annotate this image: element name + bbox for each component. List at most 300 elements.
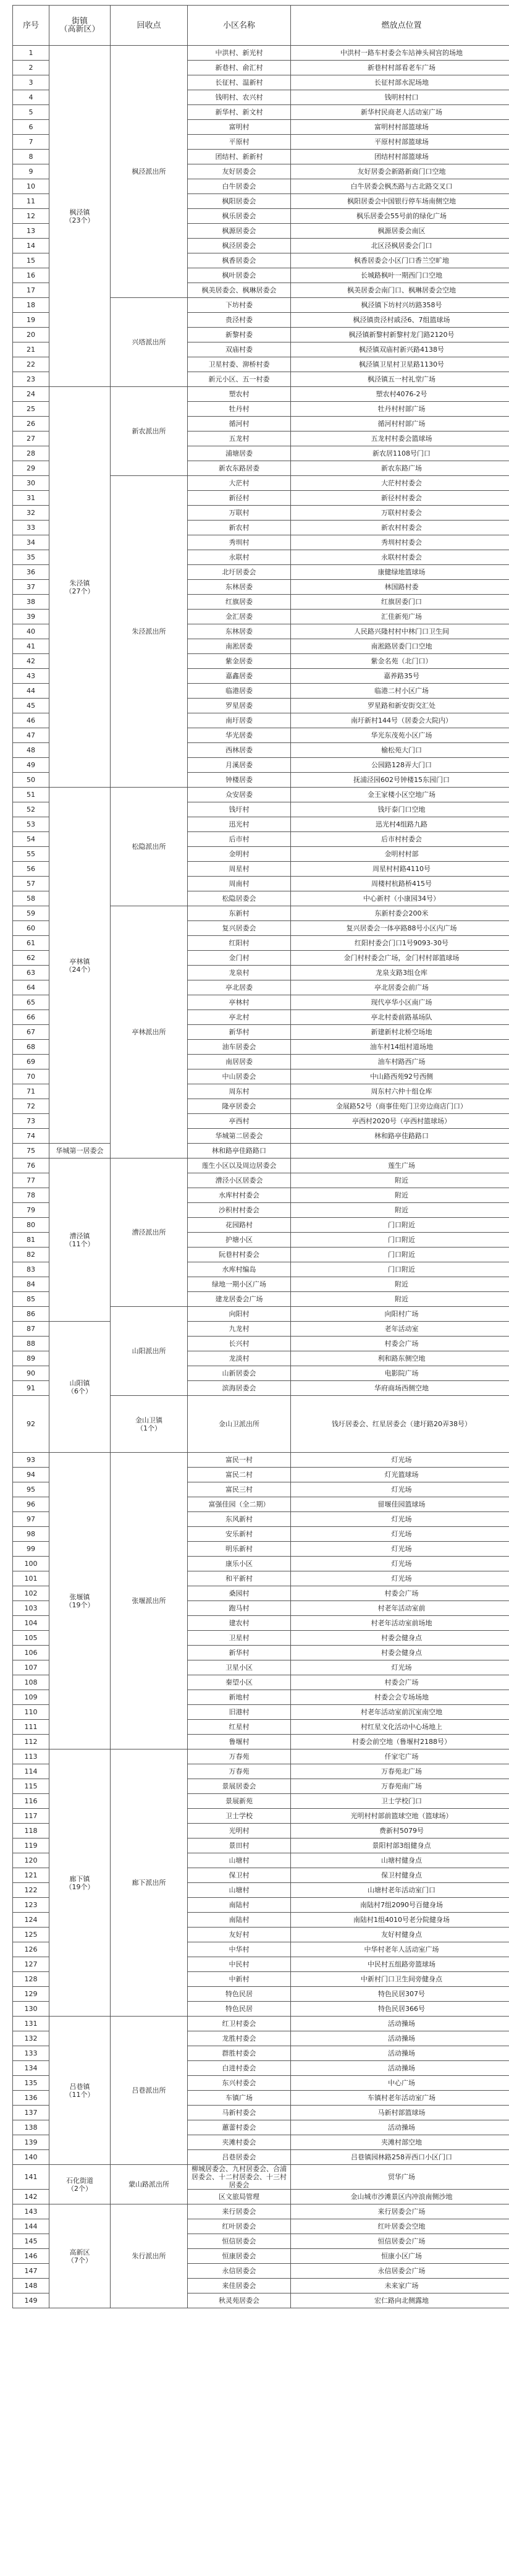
row-index: 38 — [13, 595, 49, 610]
fireworks-location-cell: 门口附近 — [291, 1248, 509, 1262]
fireworks-location-cell: 红阳村委会门口1号9093-30号 — [291, 936, 509, 951]
table-row — [13, 1749, 509, 1764]
row-index: 96 — [13, 1497, 49, 1512]
row-index: 62 — [13, 951, 49, 966]
fireworks-location-cell: 金山城市沙滩景区内冲浪南侧沙地 — [291, 2190, 509, 2204]
fireworks-location-cell: 山塘村老年活动室门口 — [291, 1883, 509, 1898]
row-index: 131 — [13, 2017, 49, 2031]
community-name-cell: 红卫村委会 — [188, 2017, 291, 2031]
fireworks-location-cell: 嘉养路35号 — [291, 669, 509, 684]
community-name-cell: 红阳村 — [188, 936, 291, 951]
row-index: 118 — [13, 1824, 49, 1838]
community-name-cell: 红星村 — [188, 1720, 291, 1735]
community-name-cell: 迅光村 — [188, 817, 291, 832]
fireworks-location-cell: 留堰佳园篮球场 — [291, 1497, 509, 1512]
row-index: 142 — [13, 2190, 49, 2204]
row-index: 123 — [13, 1898, 49, 1913]
fireworks-location-cell: 门口附近 — [291, 1218, 509, 1233]
fireworks-location-cell: 灯光场 — [291, 1453, 509, 1468]
row-index: 125 — [13, 1928, 49, 1942]
row-index: 30 — [13, 476, 49, 491]
row-index: 21 — [13, 342, 49, 357]
header-station: 回收点 — [111, 6, 188, 46]
community-name-cell: 景展新苑 — [188, 1794, 291, 1809]
community-name-cell: 华城第一居委会 — [49, 1144, 111, 1158]
community-name-cell: 东新村 — [188, 906, 291, 921]
fireworks-location-cell: 活动操场 — [291, 2031, 509, 2046]
row-index: 94 — [13, 1468, 49, 1482]
community-name-cell: 中民村 — [188, 1957, 291, 1972]
community-name-cell: 富民三村 — [188, 1482, 291, 1497]
row-index: 73 — [13, 1114, 49, 1129]
fireworks-location-cell: 林和路亭佳路路口 — [291, 1129, 509, 1144]
town-cell: 漕泾镇 （11个） — [49, 1158, 111, 1322]
fireworks-location-cell: 抚浦泾园602号钟楼15东园门口 — [291, 773, 509, 788]
fireworks-location-cell: 罗星路和新安街交汇处 — [291, 699, 509, 713]
fireworks-location-cell: 油车村路西广场 — [291, 1055, 509, 1069]
row-index: 74 — [13, 1129, 49, 1144]
community-name-cell: 钱明村、农兴村 — [188, 90, 291, 105]
fireworks-location-cell: 新农居1108号门口 — [291, 446, 509, 461]
fireworks-location-cell: 枫美居委会南门口、枫琳居委会空地 — [291, 283, 509, 298]
community-name-cell: 枫美居委会、枫琳居委会 — [188, 283, 291, 298]
town-cell: 高新区 （7个） — [49, 2204, 111, 2308]
community-name-cell: 亭林村 — [188, 995, 291, 1010]
row-index: 88 — [13, 1337, 49, 1351]
row-index: 75 — [13, 1144, 49, 1158]
header-town — [49, 6, 111, 46]
header-community: 小区名称 — [188, 6, 291, 46]
town-cell: 枫泾镇 （23个） — [49, 46, 111, 387]
community-name-cell: 枫泾居委会 — [188, 239, 291, 253]
community-name-cell: 秦望小区 — [188, 1675, 291, 1690]
row-index: 37 — [13, 580, 49, 595]
station-cell: 漕泾派出所 — [111, 1158, 188, 1307]
fireworks-location-cell: 灯光场 — [291, 1557, 509, 1571]
fireworks-location-cell: 灯光篮球场 — [291, 1468, 509, 1482]
row-index: 93 — [13, 1453, 49, 1468]
community-name-cell: 万春苑 — [188, 1764, 291, 1779]
fireworks-location-cell: 枫泾镇新黎村新黎村龙门路2120号 — [291, 328, 509, 342]
row-index: 119 — [13, 1838, 49, 1853]
row-index: 77 — [13, 1173, 49, 1188]
community-name-cell: 鲁堰村 — [188, 1735, 291, 1749]
community-name-cell: 平原村 — [188, 135, 291, 150]
fireworks-location-cell: 油车村14组村道场地 — [291, 1040, 509, 1055]
fireworks-location-cell: 南陆村1组4010号老分院健身场 — [291, 1913, 509, 1928]
row-index: 132 — [13, 2031, 49, 2046]
row-index: 98 — [13, 1527, 49, 1542]
row-index: 60 — [13, 921, 49, 936]
community-name-cell: 卫星小区 — [188, 1660, 291, 1675]
row-index: 140 — [13, 2150, 49, 2165]
fireworks-location-cell: 村委会健身点 — [291, 1646, 509, 1660]
community-name-cell: 卫星村 — [188, 1631, 291, 1646]
row-index: 20 — [13, 328, 49, 342]
community-name-cell: 下坊村委 — [188, 298, 291, 313]
row-index: 2 — [13, 61, 49, 75]
table-row — [13, 1322, 509, 1337]
fireworks-location-cell: 景阳村部3组健身点 — [291, 1838, 509, 1853]
row-index: 99 — [13, 1542, 49, 1557]
fireworks-location-cell: 金明村村部 — [291, 847, 509, 862]
community-name-cell: 建龙居委会广场 — [188, 1292, 291, 1307]
community-name-cell: 周星村 — [188, 862, 291, 877]
community-name-cell: 新黎村委 — [188, 328, 291, 342]
community-name-cell: 来行居委会 — [188, 2204, 291, 2219]
fireworks-location-cell: 宏仁路向北侧露地 — [291, 2293, 509, 2308]
community-name-cell: 旧港村 — [188, 1705, 291, 1720]
community-name-cell: 富民二村 — [188, 1468, 291, 1482]
community-name-cell: 华光居委 — [188, 728, 291, 743]
fireworks-location-table — [12, 5, 509, 2308]
community-name-cell: 万春苑 — [188, 1749, 291, 1764]
row-index: 35 — [13, 550, 49, 565]
community-name-cell: 柳城居委会、九村居委会、合浦居委会、十二村居委会、十三村居委会 — [188, 2165, 291, 2190]
fireworks-location-cell: 特色民居307号 — [291, 1987, 509, 2002]
community-name-cell: 阮巷村村委会 — [188, 1248, 291, 1262]
row-index: 89 — [13, 1351, 49, 1366]
community-name-cell: 西林居委 — [188, 743, 291, 758]
station-cell: 兴塔派出所 — [111, 298, 188, 387]
row-index: 14 — [13, 239, 49, 253]
community-name-cell: 隆亭居委会 — [188, 1099, 291, 1114]
document-page — [12, 5, 497, 2308]
fireworks-location-cell: 村委会广场 — [291, 1675, 509, 1690]
row-index: 76 — [13, 1158, 49, 1173]
fireworks-location-cell: 活动操场 — [291, 2017, 509, 2031]
fireworks-location-cell: 村老年活动室前 — [291, 1601, 509, 1616]
fireworks-location-cell: 周楼村杭路桥415号 — [291, 877, 509, 891]
row-index: 120 — [13, 1853, 49, 1868]
fireworks-location-cell: 紫金名苑（北门口） — [291, 654, 509, 669]
row-index: 117 — [13, 1809, 49, 1824]
community-name-cell: 明乐新村 — [188, 1542, 291, 1557]
row-index: 3 — [13, 75, 49, 90]
table-row — [13, 2017, 509, 2031]
row-index: 41 — [13, 639, 49, 654]
row-index: 113 — [13, 1749, 49, 1764]
fireworks-location-cell: 金王家楼小区空地广场 — [291, 788, 509, 802]
community-name-cell: 枫阳居委会 — [188, 194, 291, 209]
row-index: 128 — [13, 1972, 49, 1987]
fireworks-location-cell: 新农东路广场 — [291, 461, 509, 476]
community-name-cell: 亭北居委 — [188, 980, 291, 995]
row-index: 32 — [13, 506, 49, 521]
fireworks-location-cell: 附近 — [291, 1203, 509, 1218]
row-index: 136 — [13, 2091, 49, 2106]
community-name-cell: 循河村 — [188, 417, 291, 431]
fireworks-location-cell: 新建新村北桥空场地 — [291, 1025, 509, 1040]
community-name-cell: 红叶居委会 — [188, 2219, 291, 2234]
town-cell: 石化街道 （2个） — [49, 2165, 111, 2204]
row-index: 34 — [13, 535, 49, 550]
table-row — [13, 2165, 509, 2190]
row-index: 106 — [13, 1646, 49, 1660]
row-index: 69 — [13, 1055, 49, 1069]
community-name-cell: 中华村 — [188, 1942, 291, 1957]
fireworks-location-cell: 钱明村村口 — [291, 90, 509, 105]
row-index: 11 — [13, 194, 49, 209]
fireworks-location-cell: 莲生广场 — [291, 1158, 509, 1173]
row-index: 108 — [13, 1675, 49, 1690]
community-name-cell: 景田村 — [188, 1838, 291, 1853]
fireworks-location-cell: 红叶居委会空地 — [291, 2219, 509, 2234]
community-name-cell: 东林居委 — [188, 624, 291, 639]
community-name-cell: 和平新村 — [188, 1571, 291, 1586]
fireworks-location-cell: 新华村民商老人活动室广场 — [291, 105, 509, 120]
fireworks-location-cell: 来行居委会广场 — [291, 2204, 509, 2219]
fireworks-location-cell: 人民路兴隆村村中林门口卫生间 — [291, 624, 509, 639]
community-name-cell: 山塘村 — [188, 1853, 291, 1868]
fireworks-location-cell: 塑农村4076-2号 — [291, 387, 509, 402]
row-index: 104 — [13, 1616, 49, 1631]
community-name-cell: 南圩居委 — [188, 713, 291, 728]
community-name-cell: 护塘小区 — [188, 1233, 291, 1248]
fireworks-location-cell: 中华村老年人活动室广场 — [291, 1942, 509, 1957]
community-name-cell: 秋灵苑居委会 — [188, 2293, 291, 2308]
community-name-cell: 恒信居委会 — [188, 2234, 291, 2249]
community-name-cell: 贵泾村委 — [188, 313, 291, 328]
fireworks-location-cell: 万春苑北广场 — [291, 1764, 509, 1779]
row-index: 58 — [13, 891, 49, 906]
fireworks-location-cell: 活动操场 — [291, 2046, 509, 2061]
row-index: 50 — [13, 773, 49, 788]
community-name-cell: 新农东路居委 — [188, 461, 291, 476]
station-cell: 枫泾派出所 — [111, 46, 188, 298]
row-index: 13 — [13, 224, 49, 239]
fireworks-location-cell: 枫阳居委会中国银行停车场南侧空地 — [291, 194, 509, 209]
fireworks-location-cell: 五龙村村委会篮球场 — [291, 431, 509, 446]
row-index: 127 — [13, 1957, 49, 1972]
row-index: 26 — [13, 417, 49, 431]
fireworks-location-cell: 华府商场西侧空地 — [291, 1381, 509, 1396]
fireworks-location-cell: 费新村5079号 — [291, 1824, 509, 1838]
town-cell: 山阳镇 （6个） — [49, 1322, 111, 1453]
community-name-cell: 山新居委会 — [188, 1366, 291, 1381]
row-index: 144 — [13, 2219, 49, 2234]
row-index: 112 — [13, 1735, 49, 1749]
fireworks-location-cell: 中新村门口卫生间旁健身点 — [291, 1972, 509, 1987]
fireworks-location-cell: 秀圳村村委会 — [291, 535, 509, 550]
community-name-cell: 新华村 — [188, 1646, 291, 1660]
community-name-cell: 绿地一期小区广场 — [188, 1277, 291, 1292]
table-row — [13, 46, 509, 61]
community-name-cell: 秀圳村 — [188, 535, 291, 550]
table-row — [13, 788, 509, 802]
community-name-cell: 团结村、新新村 — [188, 150, 291, 164]
header-town-text: 街镇 （高新区） — [59, 17, 100, 34]
station-cell: 山阳派出所 — [111, 1307, 188, 1396]
community-name-cell: 紫金居委 — [188, 654, 291, 669]
row-index: 66 — [13, 1010, 49, 1025]
row-index: 49 — [13, 758, 49, 773]
row-index: 134 — [13, 2061, 49, 2076]
row-index: 110 — [13, 1705, 49, 1720]
community-name-cell: 永信居委会 — [188, 2264, 291, 2279]
station-cell: 亭林派出所 — [111, 906, 188, 1158]
community-name-cell: 山塘村 — [188, 1883, 291, 1898]
town-cell: 金山卫镇 （1个） — [111, 1396, 188, 1453]
table-body — [13, 46, 509, 2308]
row-index: 78 — [13, 1188, 49, 1203]
community-name-cell: 松隐居委会 — [188, 891, 291, 906]
row-index: 122 — [13, 1883, 49, 1898]
row-index: 31 — [13, 491, 49, 506]
table-row — [13, 1453, 509, 1468]
row-index: 23 — [13, 372, 49, 387]
row-index: 145 — [13, 2234, 49, 2249]
fireworks-location-cell: 亭北居委会前广场 — [291, 980, 509, 995]
table-row — [13, 2204, 509, 2219]
row-index: 107 — [13, 1660, 49, 1675]
fireworks-location-cell: 南淞路居委门口空地 — [291, 639, 509, 654]
row-index: 72 — [13, 1099, 49, 1114]
fireworks-location-cell: 周星村村路4110号 — [291, 862, 509, 877]
row-index: 95 — [13, 1482, 49, 1497]
fireworks-location-cell: 后市村村委会 — [291, 832, 509, 847]
fireworks-location-cell: 贸华广场 — [291, 2165, 509, 2190]
station-cell: 新农派出所 — [111, 387, 188, 476]
community-name-cell: 新巷村、俞汇村 — [188, 61, 291, 75]
community-name-cell: 水库村村委会 — [188, 1188, 291, 1203]
fireworks-location-cell: 团结村村部篮球场 — [291, 150, 509, 164]
row-index: 71 — [13, 1084, 49, 1099]
fireworks-location-cell: 枫泾镇双庙村新兴路4138号 — [291, 342, 509, 357]
fireworks-location-cell: 活动操场 — [291, 2061, 509, 2076]
fireworks-location-cell: 白牛居委会枫杰路与古北路交叉口 — [291, 179, 509, 194]
row-index: 103 — [13, 1601, 49, 1616]
row-index: 52 — [13, 802, 49, 817]
fireworks-location-cell: 枫源居委会南区 — [291, 224, 509, 239]
fireworks-location-cell: 林国路村委 — [291, 580, 509, 595]
fireworks-location-cell: 万春苑南广场 — [291, 1779, 509, 1794]
community-name-cell: 蕙蕾村委会 — [188, 2120, 291, 2135]
community-name-cell: 建农村 — [188, 1616, 291, 1631]
row-index: 86 — [13, 1307, 49, 1322]
community-name-cell: 花园路村 — [188, 1218, 291, 1233]
fireworks-location-cell: 中心广场 — [291, 2076, 509, 2091]
community-name-cell: 新华村 — [188, 1025, 291, 1040]
community-name-cell: 中新村 — [188, 1972, 291, 1987]
fireworks-location-cell: 长城路枫叶一期西门口空地 — [291, 268, 509, 283]
station-cell: 张堰派出所 — [111, 1453, 188, 1749]
community-name-cell: 友好村 — [188, 1928, 291, 1942]
fireworks-location-cell: 钱圩泰门口空地 — [291, 802, 509, 817]
row-index: 48 — [13, 743, 49, 758]
row-index: 42 — [13, 654, 49, 669]
community-name-cell: 嘉鑫居委 — [188, 669, 291, 684]
row-index: 4 — [13, 90, 49, 105]
community-name-cell: 跑马村 — [188, 1601, 291, 1616]
community-name-cell: 卫星村委、泖桥村委 — [188, 357, 291, 372]
fireworks-location-cell: 永信居委会广场 — [291, 2264, 509, 2279]
row-index: 17 — [13, 283, 49, 298]
community-name-cell: 枫源居委会 — [188, 224, 291, 239]
community-name-cell: 白牛居委会 — [188, 179, 291, 194]
row-index: 54 — [13, 832, 49, 847]
row-index: 97 — [13, 1512, 49, 1527]
community-name-cell: 罗星居委 — [188, 699, 291, 713]
fireworks-location-cell: 中心新村（小康园34号） — [291, 891, 509, 906]
row-index: 105 — [13, 1631, 49, 1646]
fireworks-location-cell: 灯光场 — [291, 1482, 509, 1497]
fireworks-location-cell: 中山路西苑92号西侧 — [291, 1069, 509, 1084]
row-index: 28 — [13, 446, 49, 461]
community-name-cell: 钟楼居委 — [188, 773, 291, 788]
row-index: 149 — [13, 2293, 49, 2308]
fireworks-location-cell: 中洪村一路车村委会车站神头祠宫的场地 — [291, 46, 509, 61]
fireworks-location-cell: 电影院广场 — [291, 1366, 509, 1381]
community-name-cell: 众安居委 — [188, 788, 291, 802]
community-name-cell: 复兴居委会 — [188, 921, 291, 936]
row-index: 90 — [13, 1366, 49, 1381]
community-name-cell: 南居居委 — [188, 1055, 291, 1069]
row-index: 80 — [13, 1218, 49, 1233]
fireworks-location-cell: 村老年活动室前沉室南空地 — [291, 1705, 509, 1720]
fireworks-location-cell: 永联村村委会 — [291, 550, 509, 565]
row-index: 5 — [13, 105, 49, 120]
community-name-cell: 康乐小区 — [188, 1557, 291, 1571]
fireworks-location-cell: 恒康小区广场 — [291, 2249, 509, 2264]
community-name-cell: 浦塘居委 — [188, 446, 291, 461]
community-name-cell: 恒康居委会 — [188, 2249, 291, 2264]
fireworks-location-cell: 恒信居委会广场 — [291, 2234, 509, 2249]
row-index: 46 — [13, 713, 49, 728]
fireworks-location-cell: 富明村村部篮球场 — [291, 120, 509, 135]
row-index: 87 — [13, 1322, 49, 1337]
community-name-cell: 周东村 — [188, 1084, 291, 1099]
row-index: 59 — [13, 906, 49, 921]
fireworks-location-cell: 南陆村7组2090号百健身场 — [291, 1898, 509, 1913]
community-name-cell: 新径村 — [188, 491, 291, 506]
community-name-cell: 新华村、新文村 — [188, 105, 291, 120]
fireworks-location-cell: 临港二村小区广场 — [291, 684, 509, 699]
town-cell: 廊下镇 （19个） — [49, 1749, 111, 2017]
row-index: 12 — [13, 209, 49, 224]
town-cell: 亭林镇 （24个） — [49, 788, 111, 1144]
fireworks-location-cell: 金门村村委会广场，金门村村部篮球场 — [291, 951, 509, 966]
community-name-cell: 沙积村村委会 — [188, 1203, 291, 1218]
table-row — [13, 1158, 509, 1173]
fireworks-location-cell: 村老年活动室前场地 — [291, 1616, 509, 1631]
fireworks-location-cell: 灯光场 — [291, 1512, 509, 1527]
fireworks-location-cell: 平原村村部篮球场 — [291, 135, 509, 150]
fireworks-location-cell: 村委会前空地（鲁堰村2188号） — [291, 1735, 509, 1749]
community-name-cell: 双庙村委 — [188, 342, 291, 357]
row-index: 133 — [13, 2046, 49, 2061]
fireworks-location-cell: 枫香居委会小区门口香兰空旷地 — [291, 253, 509, 268]
row-index: 25 — [13, 402, 49, 417]
town-cell: 吕巷镇 （11个） — [49, 2017, 111, 2165]
row-index: 79 — [13, 1203, 49, 1218]
row-index: 114 — [13, 1764, 49, 1779]
fireworks-location-cell: 灯光场 — [291, 1527, 509, 1542]
community-name-cell: 富明村 — [188, 120, 291, 135]
fireworks-location-cell: 循河村村部广场 — [291, 417, 509, 431]
community-name-cell: 光明村 — [188, 1824, 291, 1838]
fireworks-location-cell: 公园路128弄大门口 — [291, 758, 509, 773]
fireworks-location-cell: 山塘村健身点 — [291, 1853, 509, 1868]
row-index: 19 — [13, 313, 49, 328]
community-name-cell: 东风新村 — [188, 1512, 291, 1527]
fireworks-location-cell: 向阳村广场 — [291, 1307, 509, 1322]
community-name-cell: 车镇广场 — [188, 2091, 291, 2106]
fireworks-location-cell: 枫泾镇五一村礼堂广场 — [291, 372, 509, 387]
row-index: 82 — [13, 1248, 49, 1262]
station-cell: 金山卫派出所 — [188, 1396, 291, 1453]
row-index: 45 — [13, 699, 49, 713]
